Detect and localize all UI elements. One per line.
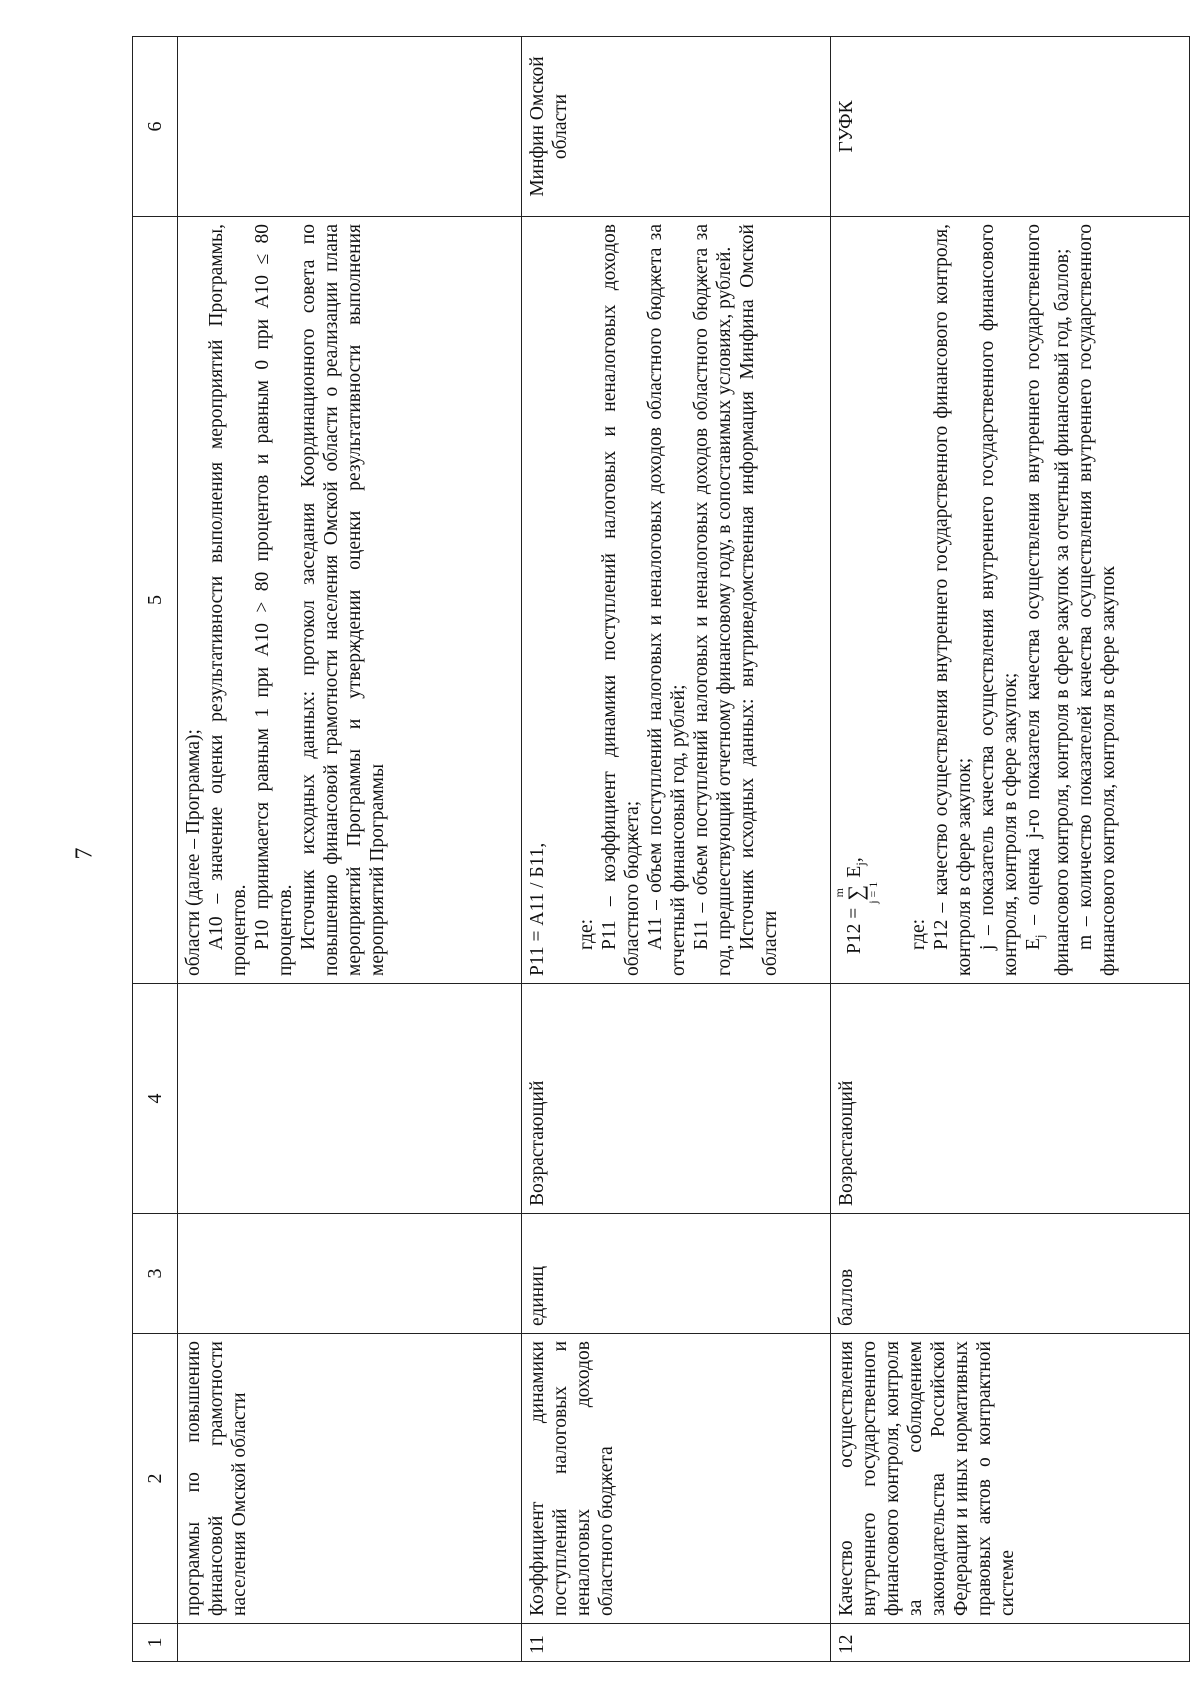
- row12-formula: [832, 224, 880, 976]
- row10-method-p4: Источник исходных данных: протокол заседания Координационного совета по повышению финансовой грамотности населения Омской области о реализации плана мероприятий Программы и утверждении оценки результативности выполнения мероприятий Программы: [298, 224, 388, 976]
- row10-method: [178, 217, 522, 984]
- row12-method-p1: Р12 – качество осуществления внутреннего государственного финансового контроля, контроля в сфере закупок;: [931, 224, 975, 976]
- sum-symbol: [833, 882, 879, 904]
- row11-method-p3: Б11 – объем поступлений налоговых и неналоговых доходов областного бюджета за год, предшествующий отчетному финансовому году, в сопоставимых условиях, рублей.: [691, 224, 735, 976]
- row11-trend: Возрастающий: [522, 984, 831, 1214]
- row10-method-p2: А10 – значение оценки результативности выполнения мероприятий Программы, процентов.: [206, 224, 250, 976]
- indicators-table: [132, 36, 1190, 1662]
- row11-method: [522, 217, 831, 984]
- row12-method-p2: j – показатель качества осуществления внутреннего государственного финансового контроля, контроля в сфере закупок;: [977, 224, 1021, 976]
- sum-lower-limit: j = 1: [866, 881, 880, 904]
- rotated-page-content: [132, 37, 1157, 1662]
- row12-where: где:: [908, 918, 929, 950]
- row12-method-p3: $E_j$ – оценка j-го показателя качества осуществления внутреннего государственного финансового контроля, контроля в сфере закупок за отчетный финансовый год, баллов;: [1023, 224, 1073, 976]
- row10-method-p1: области (далее – Программа);: [183, 729, 204, 976]
- header-cell-4: 4: [133, 984, 178, 1214]
- row11-unit: единиц: [522, 1214, 831, 1334]
- row11-responsible: Минфин Омской области: [522, 37, 831, 217]
- header-cell-3: 3: [133, 1214, 178, 1334]
- row10-number: [178, 1624, 522, 1662]
- row12-unit: баллов: [831, 1214, 1190, 1334]
- row12-method-p4: m – количество показателей качества осуществления внутреннего государственного финансового контроля, контроля в сфере закупок: [1074, 224, 1119, 976]
- row12-formula-lhs: Р12 =: [844, 907, 865, 954]
- header-cell-2: 2: [133, 1334, 178, 1624]
- row10-method-p3: Р10 принимается равным 1 при А10 > 80 процентов и равным 0 при А10 ≤ 80 процентов.: [252, 224, 296, 976]
- sum-sign: ∑: [843, 884, 868, 901]
- row12-formula-term: $E_j$,: [844, 857, 868, 878]
- row12-trend: Возрастающий: [831, 984, 1190, 1214]
- row12-responsible: ГУФК: [831, 37, 1190, 217]
- row11-number: 11: [522, 1624, 831, 1662]
- header-row: [133, 37, 178, 1662]
- row10-trend: [178, 984, 522, 1214]
- table-row-12: [831, 37, 1190, 1662]
- row10-responsible: [178, 37, 522, 217]
- row11-formula: Р11 = А11 / Б11,: [527, 842, 548, 976]
- row11-indicator-name: Коэффициент динамики поступлений налоговых и неналоговых доходов областного бюджета: [522, 1334, 831, 1624]
- row12-indicator-name: Качество осуществления внутреннего государственного финансового контроля, контроля за соблюдением законодательства Российской Федерации и иных нормативных правовых актов о контрактной системе: [831, 1334, 1190, 1624]
- header-cell-1: 1: [133, 1624, 178, 1662]
- row12-number: 12: [831, 1624, 1190, 1662]
- row11-where: где:: [576, 918, 597, 950]
- row11-method-p4: Источник исходных данных: внутриведомственная информация Минфина Омской области: [737, 224, 781, 976]
- page-number: 7: [71, 847, 98, 859]
- table-row-10-continued: [178, 37, 522, 1662]
- row11-method-p1: Р11 – коэффициент динамики поступлений налоговых и неналоговых доходов областного бюджета;: [599, 224, 643, 976]
- row10-indicator-name: программы по повышению финансовой грамотности населения Омской области: [178, 1334, 522, 1624]
- row10-unit: [178, 1214, 522, 1334]
- sum-upper-limit: m: [832, 888, 846, 898]
- row12-method: [831, 217, 1190, 984]
- header-cell-6: 6: [133, 37, 178, 217]
- row11-method-p2: А11 – объем поступлений налоговых и неналоговых доходов областного бюджета за отчетный финансовый год, рублей;: [645, 224, 689, 976]
- header-cell-5: 5: [133, 217, 178, 984]
- table-row-11: [522, 37, 831, 1662]
